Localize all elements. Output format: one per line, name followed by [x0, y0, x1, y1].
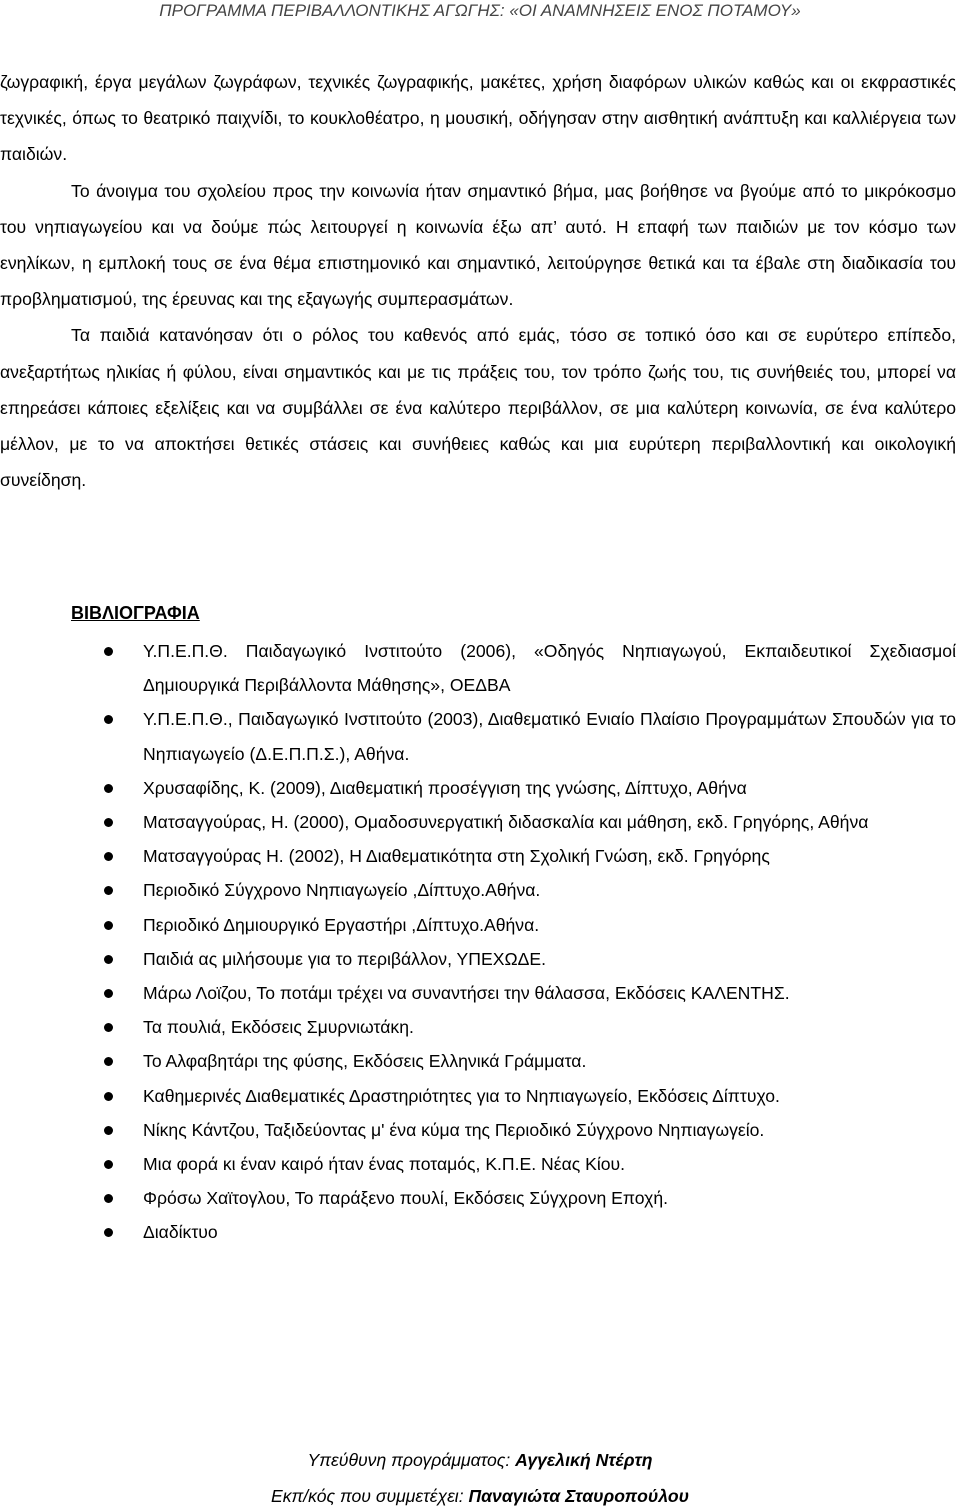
- bibliography-item-text: Περιοδικό Δημιουργικό Εργαστήρι ,Δίπτυχο.Αθήνα.: [143, 914, 540, 935]
- bibliography-item: [0, 1181, 956, 1215]
- bibliography-item: [0, 771, 956, 805]
- bibliography-item-text: Μάρω Λοϊζου, Το ποτάμι τρέχει να συναντήσει την θάλασσα, Εκδόσεις ΚΑΛΕΝΤΗΣ.: [143, 983, 790, 1004]
- header-title: ΠΡΟΓΡΑΜΜΑ ΠΕΡΙΒΑΛΛΟΝΤΙΚΗΣ ΑΓΩΓΗΣ: «ΟΙ ΑΝΑΜΝΗΣΕΙΣ ΕΝΟΣ ΠΟΤΑΜΟΥ»: [159, 1, 801, 20]
- bullet-icon: [104, 852, 113, 861]
- footer-program-lead: [0, 1449, 960, 1471]
- bullet-icon: [104, 955, 113, 964]
- bullet-icon: [104, 1194, 113, 1203]
- paragraph-2: Το άνοιγμα του σχολείου προς την κοινωνία ήταν σημαντικό βήμα, μας βοήθησε να βγούμε από το μικρόκοσμο του νηπιαγωγείου και να δούμε πώς λειτουργεί η κοινωνία έξω απ’ αυτό. Η επαφή των παιδιών με τον κόσμο των ενηλίκων, η εμπλοκή τους σε ένα θέμα επιστημονικό και σημαντικό, λειτούργησε θετικά και τα έβαλε στη διαδικασία του προβληματισμού, της έρευνας και της εξαγωγής συμπερασμάτων.: [0, 180, 956, 310]
- bullet-icon: [104, 1023, 113, 1032]
- bibliography-item-text: Χρυσαφίδης, Κ. (2009), Διαθεματική προσέγγιση της γνώσης, Δίπτυχο, Αθήνα: [143, 777, 747, 798]
- bibliography-item: [0, 1215, 956, 1249]
- bibliography-item: [0, 702, 956, 770]
- bibliography-item-text: Υ.Π.Ε.Π.Θ. Παιδαγωγικό Ινστιτούτο (2006), «Οδηγός Νηπιαγωγού, Εκπαιδευτικοί Σχεδιασμοί Δημιουργικά Περιβάλλοντα Μάθησης», ΟΕΔΒΑ: [143, 641, 956, 696]
- bullet-icon: [104, 818, 113, 827]
- footer-participant-name: Παναγιώτα Σταυροπούλου: [468, 1486, 690, 1506]
- bibliography-item-text: Φρόσω Χαϊτογλου, Το παράξενο πουλί, Εκδόσεις Σύγχρονη Εποχή.: [143, 1188, 669, 1209]
- bibliography-item: [0, 839, 956, 873]
- bibliography-list: [0, 634, 956, 1250]
- bibliography-heading: ΒΙΒΛΙΟΓΡΑΦΙΑ: [71, 603, 200, 623]
- bibliography-item-text: Περιοδικό Σύγχρονο Νηπιαγωγείο ,Δίπτυχο.Αθήνα.: [143, 880, 541, 901]
- bibliography-item: [0, 976, 956, 1010]
- bullet-icon: [104, 1092, 113, 1101]
- bullet-icon: [104, 886, 113, 895]
- bullet-icon: [104, 1228, 113, 1237]
- footer-program-lead-label: Υπεύθυνη προγράμματος:: [307, 1450, 516, 1470]
- bibliography-item-text: Διαδίκτυο: [143, 1222, 218, 1243]
- bibliography-item: [0, 805, 956, 839]
- bibliography-item: [0, 1113, 956, 1147]
- bibliography-item-text: Ματσαγγούρας, Η. (2000), Ομαδοσυνεργατική διδασκαλία και μάθηση, εκδ. Γρηγόρης, Αθήνα: [143, 812, 869, 833]
- bullet-icon: [104, 1126, 113, 1135]
- paragraph-3: Τα παιδιά κατανόησαν ότι ο ρόλος του καθενός από εμάς, τόσο σε τοπικό όσο και σε ευρύτερο επίπεδο, ανεξαρτήτως ηλικίας ή φύλου, είναι σημαντικός και με τις πράξεις του, τον τρόπο ζωής του, τις συνήθειές του, μπορεί να επηρεάσει κάποιες εξελίξεις και να συμβάλλει σε ένα καλύτερο περιβάλλον, σε μια καλύτερη κοινωνία, σε ένα καλύτερο μέλλον, με το να αποκτήσει θετικές στάσεις και συνήθειες καθώς και μια ευρύτερη περιβαλλοντική και οικολογική συνείδηση.: [0, 325, 956, 491]
- bullet-icon: [104, 989, 113, 998]
- body-text: [0, 64, 956, 498]
- page-header: [0, 0, 960, 22]
- bibliography-item-text: Νίκης Κάντζου, Ταξιδεύοντας μ' ένα κύμα της Περιοδικό Σύγχρονο Νηπιαγωγείο.: [143, 1119, 765, 1140]
- bibliography-item: [0, 1147, 956, 1181]
- bibliography-item: [0, 1010, 956, 1044]
- bibliography-item-text: Παιδιά ας μιλήσουμε για το περιβάλλον, ΥΠΕΧΩΔΕ.: [143, 948, 546, 969]
- bullet-icon: [104, 784, 113, 793]
- bibliography-item: [0, 634, 956, 702]
- footer-program-lead-name: Αγγελική Ντέρτη: [515, 1450, 653, 1470]
- footer-participant-label: Εκπ/κός που συμμετέχει:: [270, 1486, 469, 1506]
- bibliography-item: [0, 1044, 956, 1078]
- bullet-icon: [104, 1057, 113, 1066]
- bibliography-item-text: Τα πουλιά, Εκδόσεις Σμυρνιωτάκη.: [143, 1017, 414, 1038]
- bibliography-item-text: Καθημερινές Διαθεματικές Δραστηριότητες για το Νηπιαγωγείο, Εκδόσεις Δίπτυχο.: [143, 1085, 780, 1106]
- bullet-icon: [104, 647, 113, 656]
- bibliography-item: [0, 942, 956, 976]
- bullet-icon: [104, 715, 113, 724]
- bibliography-item-text: Ματσαγγούρας Η. (2002), Η Διαθεματικότητα στη Σχολική Γνώση, εκδ. Γρηγόρης: [143, 846, 770, 867]
- bibliography-item-text: Υ.Π.Ε.Π.Θ., Παιδαγωγικό Ινστιτούτο (2003), Διαθεματικό Ενιαίο Πλαίσιο Προγραμμάτων Σπουδών για το Νηπιαγωγείο (Δ.Ε.Π.Π.Σ.), Αθήνα.: [143, 709, 956, 764]
- bullet-icon: [104, 921, 113, 930]
- bullet-icon: [104, 1160, 113, 1169]
- bibliography-item: [0, 1079, 956, 1113]
- bibliography-item-text: Μια φορά κι έναν καιρό ήταν ένας ποταμός, Κ.Π.Ε. Νέας Κίου.: [143, 1154, 626, 1175]
- paragraph-1: ζωγραφική, έργα μεγάλων ζωγράφων, τεχνικές ζωγραφικής, μακέτες, χρήση διαφόρων υλικών καθώς και οι εκφραστικές τεχνικές, όπως το θεατρικό παιχνίδι, το κουκλοθέατρο, η μουσική, οδήγησαν στην αισθητική ανάπτυξη και καλλιέργεια των παιδιών.: [0, 72, 956, 165]
- footer-participant: [0, 1485, 960, 1507]
- bibliography-item: [0, 908, 956, 942]
- bibliography-item: [0, 873, 956, 907]
- bibliography-item-text: Το Αλφαβητάρι της φύσης, Εκδόσεις Ελληνικά Γράμματα.: [143, 1051, 587, 1072]
